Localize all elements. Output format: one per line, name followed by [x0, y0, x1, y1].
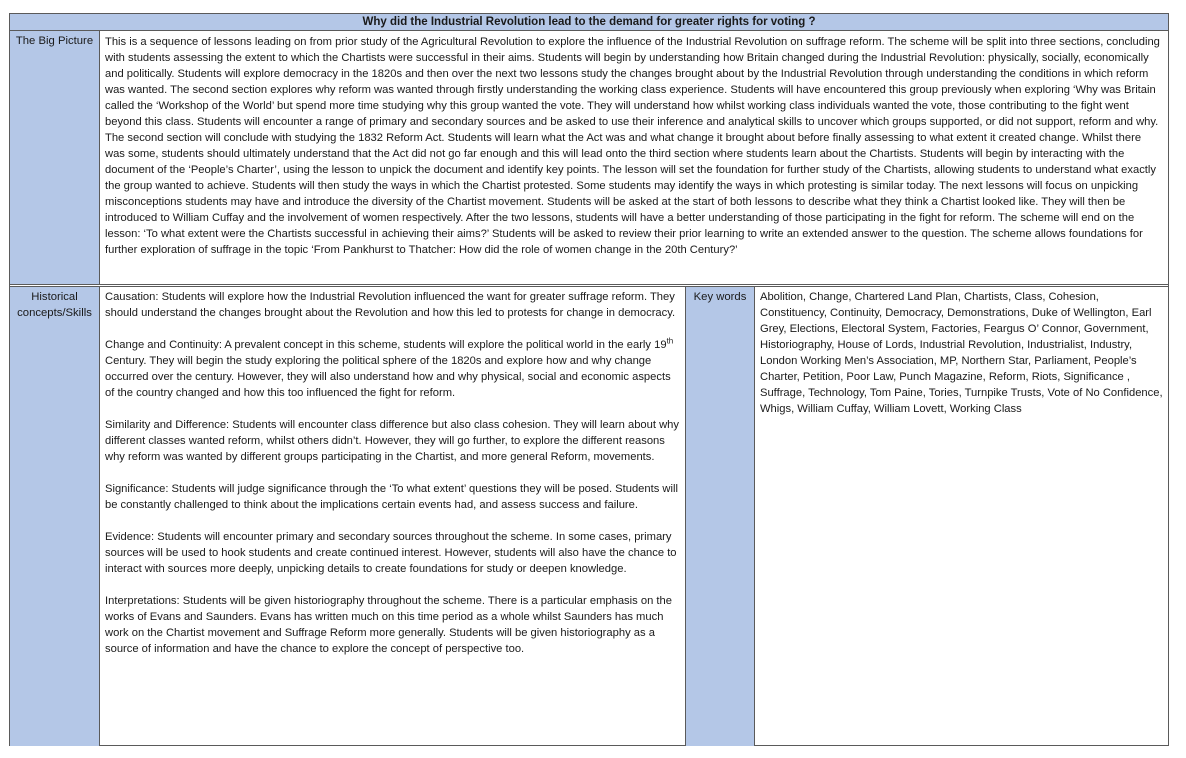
- key-words-text: Abolition, Change, Chartered Land Plan, Chartists, Class, Cohesion, Constituency, Continuity, Democracy, Demonstrations, Duke of Wellington, Earl Grey, Elections, Electoral System, Factories, Feargus O’ Connor, Government, Historiography, House of Lords, Industrial Revolution, Industrialist, Industry, London Working Men’s Association, MP, Northern Star, Parliament, People’s Charter, Petition, Poor Law, Punch Magazine, Reform, Riots, Significance , Suffrage, Technology, Tom Paine, Tories, Turnpike Trusts, Vote of No Confidence, Whigs, William Cuffay, William Lovett, Working Class: [760, 291, 1163, 415]
- significance-paragraph: Significance: Students will judge significance through the ‘To what extent’ questions they will be posed. Students will be constantly challenged to think about the implications certain events had, and assess success and failure.: [105, 483, 678, 511]
- big-picture-text: This is a sequence of lessons leading on from prior study of the Agricultural Revolution to explore the influence of the Industrial Revolution on suffrage reform. The scheme will be split into three sections, concluding with students assessing the extent to which the Chartists were successful in their aims. Students will begin by understanding how Britain changed during the Industrial Revolution: physically, socially, economically and politically. Students will explore democracy in the 1820s and then over the next two lessons study the changes brought about by the Industrial Revolution through understanding the conditions in which reform was wanted. The second section explores why reform was wanted through firstly understanding the working class experience. Students will have encountered this group previously when exploring ‘Why was Britain called the ‘Workshop of the World’ but spend more time studying why this group wanted the vote. They will understand how whilst working class individuals wanted the vote, those contributing to the fight went beyond this class. Students will encounter a range of primary and secondary sources and be asked to use their inference and analytical skills to uncover which groups supported, or did not support, reform and why. The second section will conclude with studying the 1832 Reform Act. Students will learn what the Act was and what change it brought about before finally assessing to what extent it created change. Whilst there was some, students should ultimately understand that the Act did not go far enough and this will lead onto the third section where students learn about the Chartists. Students will begin by interacting with the document of the ‘People’s Charter’, using the lesson to unpick the document and identify key points. The lesson will set the foundation for further study of the Chartists, allowing students to understand what exactly the group wanted to achieve. Students will then study the ways in which the Chartist protested. Some students may identify the ways in which protesting is similar today. The next lessons will focus on unpicking misconceptions students may have and introduce the diversity of the Chartist movement. Students will be asked at the start of both lessons to describe what they think a Chartist looked like. They will then be introduced to William Cuffay and the involvement of women respectively. After the two lessons, students will have a better understanding of those participating in the fight for reform. The scheme will end on the lesson: ‘To what extent were the Chartists successful in achieving their aims?’ Students will be asked to review their prior learning to write an extended answer to the question. The scheme allows foundations for further exploration of suffrage in the topic ‘From Pankhurst to Thatcher: How did the role of women change in the 20th Century?’: [105, 36, 1160, 256]
- big-picture-label: [10, 31, 100, 284]
- change-continuity-paragraph: [105, 337, 681, 401]
- big-picture-label-text: The Big Picture: [15, 35, 94, 47]
- key-words-label-text: Key words: [693, 291, 747, 303]
- historical-concepts-label: [10, 287, 100, 746]
- historical-concepts-text: [101, 287, 686, 746]
- scheme-table: [9, 13, 1169, 746]
- change-text-end: Century. They will begin the study exploring the political sphere of the 1820s and explore how and why change occurred over the century. However, they will also understand how and why physical, social and economic aspects of the country changed and how this too influenced the fight for reform.: [105, 355, 671, 399]
- historical-concepts-label-text: Historical concepts/Skills: [17, 291, 92, 319]
- key-words-label: [686, 287, 755, 746]
- evidence-paragraph: Evidence: Students will encounter primary and secondary sources throughout the scheme. In some cases, primary sources will be used to hook students and create continued interest. However, students will also have the chance to interact with sources more deeply, unpicking details to create foundations for study or deepen knowledge.: [105, 531, 677, 575]
- similarity-difference-paragraph: Similarity and Difference: Students will encounter class difference but also class cohesion. They will learn about why different classes wanted reform, whilst others didn’t. However, they will go further, to explore the different reasons why reform was wanted by different groups participating in the Chartist, and more general Reform, movements.: [105, 419, 679, 463]
- interpretations-paragraph: Interpretations: Students will be given historiography throughout the scheme. There is a particular emphasis on the works of Evans and Saunders. Evans has written much on this time period as a whole whilst Saunders has much work on the Chartist movement and Suffrage Reform more generally. Students will be given historiography as a source of information and have the chance to explore the concept of perspective too.: [105, 595, 672, 655]
- superscript-th: th: [666, 336, 674, 346]
- table-title: Why did the Industrial Revolution lead to the demand for greater rights for voting ?: [10, 14, 1168, 31]
- change-text-start: Change and Continuity: A prevalent concept in this scheme, students will explore the political world in the early 19: [105, 339, 667, 351]
- causation-paragraph: Causation: Students will explore how the Industrial Revolution influenced the want for greater suffrage reform. They should understand the changes brought about the Revolution and how this led to protests for change in democracy.: [105, 291, 676, 319]
